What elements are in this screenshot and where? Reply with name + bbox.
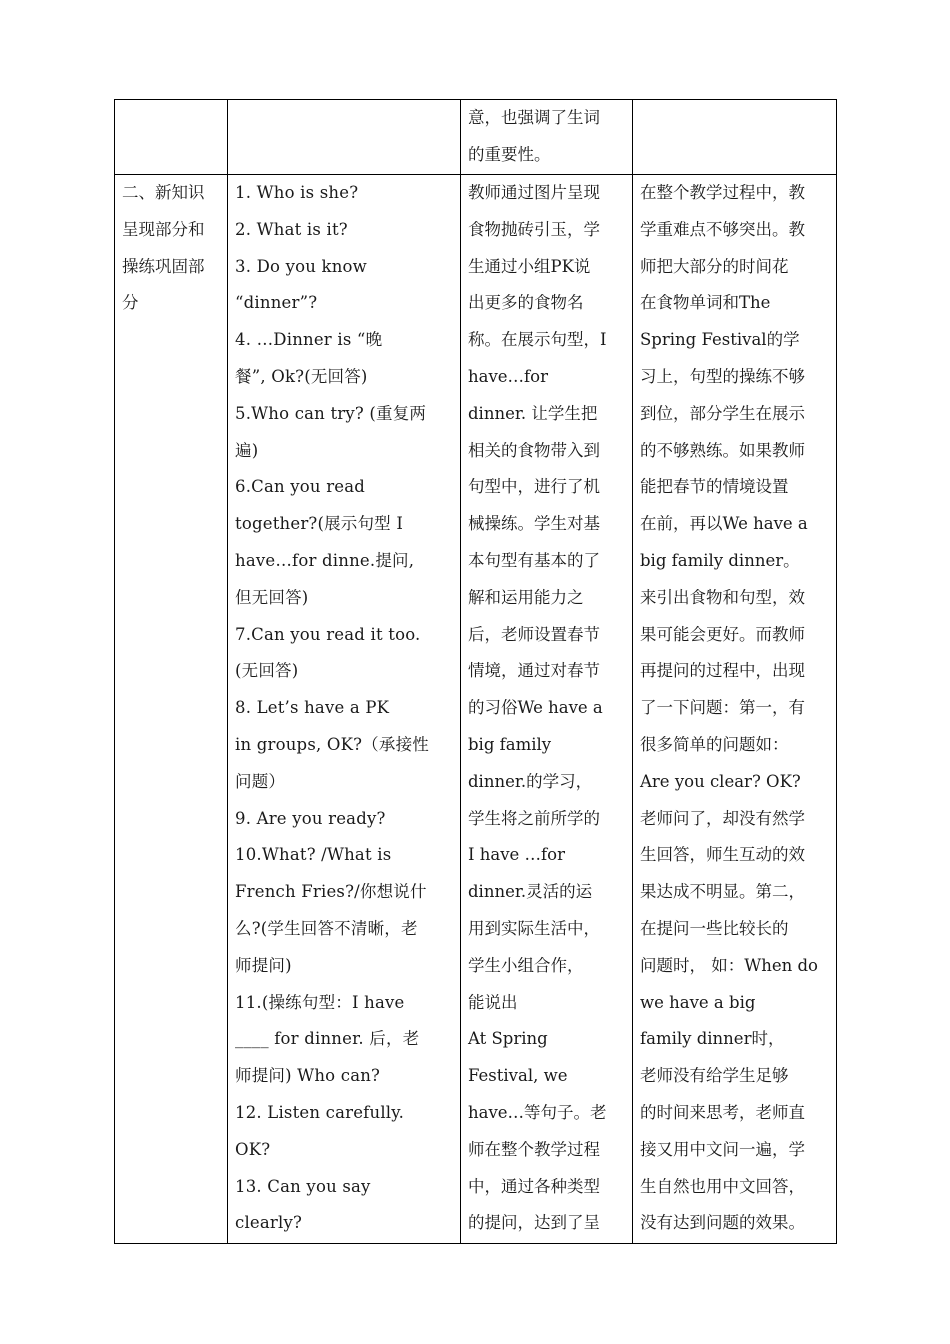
question-line: 13. Can you say bbox=[235, 1176, 371, 1196]
question-line: 10.What? /What is bbox=[235, 845, 392, 865]
lesson-reflection-table bbox=[114, 99, 837, 1244]
question-line: 师提问) bbox=[235, 955, 292, 975]
reflection-line: 果达成不明显。第二， bbox=[640, 882, 805, 902]
question-line: 1. Who is she? bbox=[235, 183, 359, 202]
reflection-line: family dinner时， bbox=[640, 1029, 785, 1049]
description-line: 能说出 bbox=[468, 992, 518, 1012]
description-line: 教师通过图片呈现 bbox=[468, 183, 600, 202]
question-line: 3. Do you know bbox=[235, 256, 368, 276]
question-line: 遍) bbox=[235, 440, 259, 460]
reflection-line: 能把春节的情境设置 bbox=[640, 477, 789, 497]
question-line: French Fries?/你想说什 bbox=[235, 882, 427, 902]
question-line: 但无回答) bbox=[235, 587, 309, 607]
question-line: 11.(操练句型：I have bbox=[235, 992, 405, 1012]
table-row bbox=[115, 175, 837, 1244]
reflection-line: 的不够熟练。如果教师 bbox=[640, 440, 805, 460]
question-line: 6.Can you read bbox=[235, 477, 366, 497]
reflection-cell bbox=[633, 100, 837, 175]
stage-label-line: 呈现部分和 bbox=[122, 219, 205, 239]
description-line: 食物抛砖引玉，学 bbox=[468, 219, 600, 239]
stage-label-line: 操练巩固部 bbox=[122, 256, 205, 276]
description-line: At Spring bbox=[468, 1029, 548, 1049]
reflection-line: 到位，部分学生在展示 bbox=[640, 403, 805, 423]
description-line: dinner.的学习， bbox=[468, 771, 593, 791]
description-line: 本句型有基本的了 bbox=[468, 550, 600, 570]
description-line: 相关的食物带入到 bbox=[468, 440, 600, 460]
question-line: 餐”, Ok?(无回答) bbox=[235, 366, 368, 386]
reflection-line: 在提问一些比较长的 bbox=[640, 918, 789, 938]
question-line: 4. …Dinner is “晚 bbox=[235, 330, 383, 350]
description-cell bbox=[461, 100, 633, 175]
reflection-line: 生回答，师生互动的效 bbox=[640, 845, 805, 865]
reflection-line: 果可能会更好。而教师 bbox=[640, 624, 805, 644]
reflection-line: 的时间来思考，老师直 bbox=[640, 1102, 805, 1122]
description-line: dinner.灵活的运 bbox=[468, 882, 593, 902]
questions-cell bbox=[228, 175, 461, 1244]
question-line: 师提问) Who can? bbox=[235, 1066, 381, 1086]
stage-cell bbox=[115, 100, 228, 175]
description-line: 出更多的食物名 bbox=[468, 293, 584, 313]
reflection-line: we have a big bbox=[640, 992, 756, 1012]
question-line: ____ for dinner. 后，老 bbox=[235, 1029, 420, 1049]
description-line: 中，通过各种类型 bbox=[468, 1176, 600, 1196]
reflection-line: 问题时， 如：When do bbox=[640, 955, 818, 975]
text-line: 的重要性。 bbox=[468, 144, 551, 164]
question-line: 8. Let’s have a PK bbox=[235, 698, 390, 718]
description-line: I have …for bbox=[468, 845, 565, 865]
question-line: 7.Can you read it too. bbox=[235, 624, 421, 644]
reflection-line: 没有达到问题的效果。 bbox=[640, 1213, 805, 1233]
reflection-line: 再提问的过程中，出现 bbox=[640, 661, 805, 681]
reflection-line: 了一下问题：第一，有 bbox=[640, 698, 805, 718]
description-line: big family bbox=[468, 734, 552, 754]
text-line: 意，也强调了生词 bbox=[468, 108, 600, 127]
description-line: 师在整个教学过程 bbox=[468, 1139, 600, 1159]
description-line: 后，老师设置春节 bbox=[468, 624, 600, 644]
description-line: 称。在展示句型，I bbox=[468, 330, 607, 350]
description-line: dinner. 让学生把 bbox=[468, 403, 598, 423]
description-line: 学生小组合作， bbox=[468, 955, 584, 975]
question-line: 2. What is it? bbox=[235, 219, 348, 239]
question-line: 么?(学生回答不清晰，老 bbox=[235, 918, 418, 938]
question-line: “dinner”? bbox=[235, 293, 318, 313]
reflection-line: 师把大部分的时间花 bbox=[640, 256, 789, 276]
description-line: 学生将之前所学的 bbox=[468, 808, 600, 828]
question-line: clearly? bbox=[235, 1213, 303, 1233]
description-line: Festival, we bbox=[468, 1066, 568, 1086]
description-line: have…等句子。老 bbox=[468, 1102, 607, 1122]
description-line: 生通过小组PK说 bbox=[468, 256, 591, 276]
reflection-line: 来引出食物和句型，效 bbox=[640, 587, 805, 607]
stage-cell bbox=[115, 175, 228, 1244]
reflection-line: 接又用中文问一遍，学 bbox=[640, 1139, 805, 1159]
description-line: 解和运用能力之 bbox=[468, 587, 584, 607]
reflection-line: 在整个教学过程中，教 bbox=[640, 183, 805, 202]
description-line: 用到实际生活中， bbox=[468, 918, 600, 938]
question-line: together?(展示句型 I bbox=[235, 514, 404, 534]
question-line: have…for dinne.提问, bbox=[235, 550, 415, 570]
reflection-line: 老师没有给学生足够 bbox=[640, 1066, 789, 1086]
reflection-line: 生自然也用中文回答， bbox=[640, 1176, 805, 1196]
reflection-cell bbox=[633, 175, 837, 1244]
question-line: 问题） bbox=[235, 771, 286, 791]
description-line: 句型中，进行了机 bbox=[468, 477, 600, 497]
question-line: in groups, OK?（承接性 bbox=[235, 734, 429, 754]
question-line: 5.Who can try? (重复两 bbox=[235, 403, 427, 423]
table-row bbox=[115, 100, 837, 175]
description-line: 的提问，达到了呈 bbox=[468, 1213, 600, 1233]
question-line: 12. Listen carefully. bbox=[235, 1102, 405, 1122]
stage-label-line: 二、新知识 bbox=[122, 183, 205, 202]
description-line: 情境，通过对春节 bbox=[468, 661, 600, 681]
reflection-line: 在食物单词和The bbox=[640, 293, 771, 313]
questions-cell bbox=[228, 100, 461, 175]
description-cell bbox=[461, 175, 633, 1244]
reflection-line: big family dinner。 bbox=[640, 550, 800, 570]
reflection-line: 很多简单的问题如： bbox=[640, 734, 789, 754]
reflection-line: 学重难点不够突出。教 bbox=[640, 219, 805, 239]
reflection-line: 老师问了，却没有然学 bbox=[640, 808, 805, 828]
question-line: OK? bbox=[235, 1139, 271, 1159]
description-line: 械操练。学生对基 bbox=[468, 514, 600, 534]
reflection-line: 习上，句型的操练不够 bbox=[640, 366, 805, 386]
question-line: (无回答) bbox=[235, 661, 299, 681]
stage-label-line: 分 bbox=[122, 293, 139, 313]
description-line: have…for bbox=[468, 366, 548, 386]
description-line: 的习俗We have a bbox=[468, 698, 603, 718]
reflection-line: Spring Festival的学 bbox=[640, 330, 800, 350]
reflection-line: Are you clear? OK? bbox=[640, 771, 801, 791]
question-line: 9. Are you ready? bbox=[235, 808, 386, 828]
reflection-line: 在前，再以We have a bbox=[640, 514, 808, 534]
